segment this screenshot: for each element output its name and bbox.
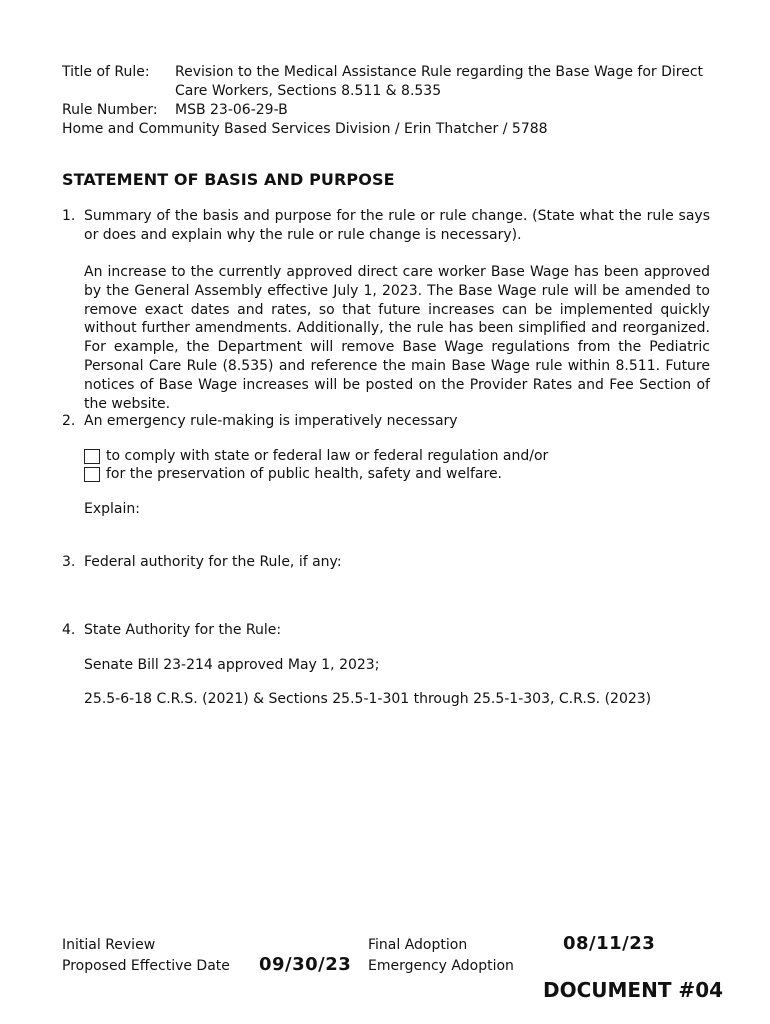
proposed-effective-date-label: Proposed Effective Date	[62, 958, 230, 974]
explain-label: Explain:	[84, 501, 140, 517]
title-of-rule-label: Title of Rule:	[62, 64, 150, 80]
item-1	[62, 207, 710, 245]
emergency-adoption-label: Emergency Adoption	[368, 958, 514, 974]
proposed-effective-date-value: 09/30/23	[259, 954, 352, 975]
item-1-text: Summary of the basis and purpose for the rule or rule change. (State what the rule says or does and explain why the rule or rule change is necessary).	[84, 208, 710, 243]
item-2	[62, 412, 710, 431]
rule-number-row	[62, 101, 288, 120]
final-adoption-label: Final Adoption	[368, 937, 468, 953]
rule-number-value: MSB 23-06-29-B	[175, 102, 288, 118]
item-2-text: An emergency rule-making is imperatively necessary	[84, 413, 458, 429]
item-2-number: 2.	[62, 413, 76, 429]
item-1-answer: An increase to the currently approved direct care worker Base Wage has been approved by the General Assembly effective July 1, 2023. The Base Wage rule will be amended to remove exact dates and rates, so that future increases can be implemented quickly without further amendments. Additionally, the rule has been simplified and reorganized. For example, the Department will remove Base Wage regulations from the Pediatric Personal Care Rule (8.535) and reference the main Base Wage rule within 8.511. Future notices of Base Wage increases will be posted on the Provider Rates and Fee Section of the website.	[84, 264, 710, 412]
title-of-rule-line2: Care Workers, Sections 8.511 & 8.535	[175, 83, 442, 99]
item-1-number: 1.	[62, 208, 76, 224]
final-adoption-date: 08/11/23	[563, 933, 656, 954]
item-3	[62, 553, 710, 572]
emergency-option-welfare[interactable]	[84, 465, 502, 483]
welfare-checkbox-label: for the preservation of public health, safety and welfare.	[106, 466, 503, 482]
welfare-checkbox[interactable]	[84, 467, 100, 482]
item-4-number: 4.	[62, 622, 76, 638]
initial-review-label: Initial Review	[62, 937, 156, 953]
rule-number-label: Rule Number:	[62, 102, 158, 118]
title-of-rule-line1: Revision to the Medical Assistance Rule regarding the Base Wage for Direct	[175, 64, 704, 80]
document-number: DOCUMENT #04	[543, 978, 724, 1002]
state-authority-line1: Senate Bill 23-214 approved May 1, 2023;	[84, 657, 380, 673]
item-3-number: 3.	[62, 554, 76, 570]
title-of-rule-row	[62, 63, 704, 82]
title-of-rule-row-2	[62, 82, 442, 101]
law-checkbox[interactable]	[84, 449, 100, 464]
item-3-text: Federal authority for the Rule, if any:	[84, 554, 342, 570]
section-title: STATEMENT OF BASIS AND PURPOSE	[62, 170, 395, 189]
item-4	[62, 621, 710, 640]
law-checkbox-label: to comply with state or federal law or federal regulation and/or	[106, 448, 549, 464]
state-authority-line2: 25.5-6-18 C.R.S. (2021) & Sections 25.5-1-301 through 25.5-1-303, C.R.S. (2023)	[84, 691, 652, 707]
division-line: Home and Community Based Services Division / Erin Thatcher / 5788	[62, 121, 548, 137]
item-4-text: State Authority for the Rule:	[84, 622, 282, 638]
emergency-option-law[interactable]	[84, 447, 548, 465]
